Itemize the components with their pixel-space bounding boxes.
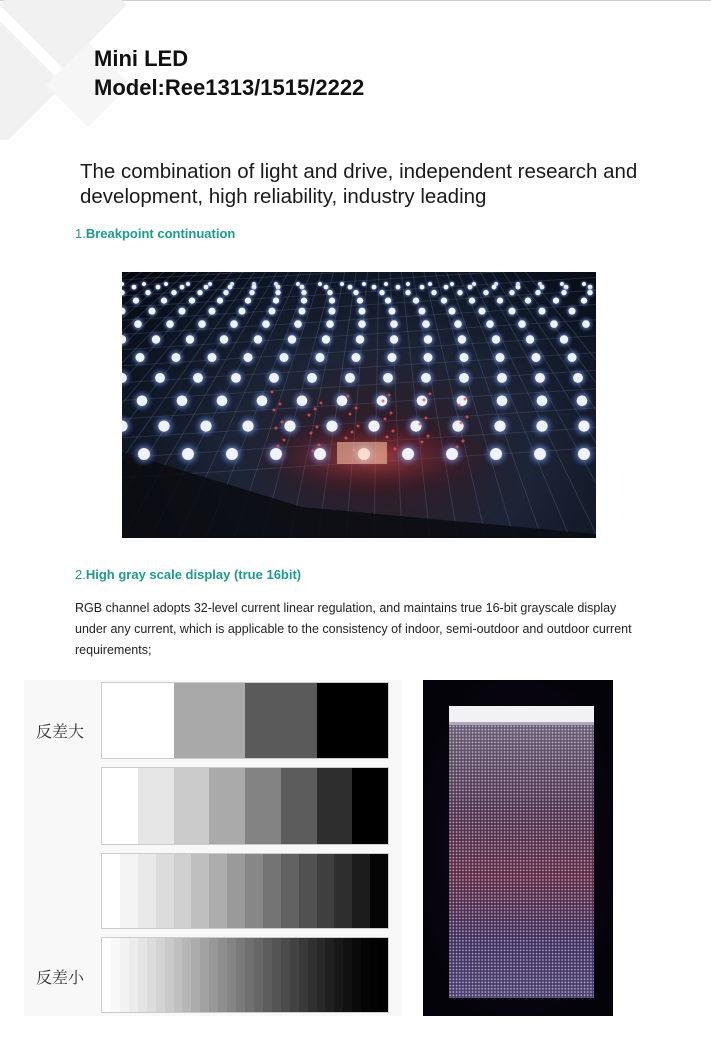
page-title	[94, 44, 364, 102]
grayscale-swatch	[325, 938, 334, 1012]
grayscale-swatch	[281, 854, 299, 928]
grayscale-swatch	[317, 683, 389, 758]
grayscale-swatch	[370, 938, 379, 1012]
grayscale-swatch	[111, 938, 120, 1012]
grayscale-swatch	[379, 938, 388, 1012]
grayscale-swatch	[138, 768, 174, 844]
grayscale-swatch	[102, 938, 111, 1012]
grayscale-row-16-level	[101, 853, 389, 929]
grayscale-row-32-level	[101, 937, 389, 1013]
grayscale-swatch	[174, 683, 246, 758]
section-2-title: High gray scale display (true 16bit)	[85, 567, 302, 582]
grayscale-swatch	[370, 854, 388, 928]
grayscale-swatch	[245, 768, 281, 844]
grayscale-swatch	[281, 768, 317, 844]
grayscale-swatch	[299, 938, 308, 1012]
grayscale-swatch	[227, 854, 245, 928]
grayscale-swatch	[317, 854, 335, 928]
grayscale-swatch	[120, 854, 138, 928]
section-1-heading	[75, 226, 235, 241]
product-name: Mini LED	[94, 46, 189, 71]
grayscale-swatch	[272, 938, 281, 1012]
grayscale-swatch	[200, 938, 209, 1012]
grayscale-swatch	[245, 683, 317, 758]
grayscale-swatch	[352, 854, 370, 928]
grayscale-swatch	[218, 938, 227, 1012]
grayscale-swatch	[191, 938, 200, 1012]
section-2-number: 2.	[75, 567, 86, 582]
breakpoint-continuation-photo	[122, 272, 596, 538]
led-screen-photo	[423, 680, 613, 1016]
grayscale-swatch	[263, 854, 281, 928]
grayscale-swatch	[281, 938, 290, 1012]
grayscale-swatch	[308, 938, 317, 1012]
grayscale-swatch	[352, 768, 388, 844]
grayscale-swatch	[209, 768, 245, 844]
grayscale-swatch	[343, 938, 352, 1012]
grayscale-swatch	[299, 854, 317, 928]
section-2-heading	[75, 567, 301, 582]
grayscale-swatch	[334, 938, 343, 1012]
grayscale-swatch	[361, 938, 370, 1012]
grayscale-swatch	[334, 854, 352, 928]
grayscale-swatch	[182, 938, 191, 1012]
grayscale-swatch	[102, 854, 120, 928]
grayscale-swatch	[156, 854, 174, 928]
grayscale-swatch	[209, 938, 218, 1012]
section-1-title: Breakpoint continuation	[85, 226, 236, 241]
grayscale-swatch	[102, 768, 138, 844]
model-number: Model:Ree1313/1515/2222	[94, 75, 365, 100]
grayscale-swatch	[174, 768, 210, 844]
grayscale-swatch	[245, 854, 263, 928]
low-contrast-label: 反差小	[36, 968, 85, 987]
grayscale-swatch	[165, 938, 174, 1012]
high-contrast-label: 反差大	[36, 722, 85, 741]
grayscale-swatch	[263, 938, 272, 1012]
grayscale-swatch	[317, 938, 326, 1012]
grayscale-row-8-level	[101, 767, 389, 845]
grayscale-row-4-level	[101, 682, 389, 759]
grayscale-swatch	[156, 938, 165, 1012]
grayscale-swatch	[254, 938, 263, 1012]
headline: The combination of light and drive, independent research and development, high reliability, industry leading	[80, 160, 638, 208]
grayscale-swatch	[174, 938, 183, 1012]
grayscale-swatch	[102, 683, 174, 758]
grayscale-swatch	[129, 938, 138, 1012]
grayscale-swatch	[236, 938, 245, 1012]
grayscale-swatch	[227, 938, 236, 1012]
grayscale-swatch	[352, 938, 361, 1012]
section-2-body: RGB channel adopts 32-level current linear regulation, and maintains true 16-bit grayscale display under any current, which is applicable to the consistency of indoor, semi-outdoor and outdoor current requirements;	[75, 601, 632, 657]
grayscale-swatch	[174, 854, 192, 928]
grayscale-swatch	[290, 938, 299, 1012]
grayscale-swatch	[147, 938, 156, 1012]
section-1-number: 1.	[75, 226, 86, 241]
grayscale-swatch	[245, 938, 254, 1012]
grayscale-swatch	[138, 854, 156, 928]
grayscale-swatch	[317, 768, 353, 844]
grayscale-swatch	[138, 938, 147, 1012]
grayscale-swatch	[120, 938, 129, 1012]
grayscale-swatch	[209, 854, 227, 928]
grayscale-swatch	[191, 854, 209, 928]
